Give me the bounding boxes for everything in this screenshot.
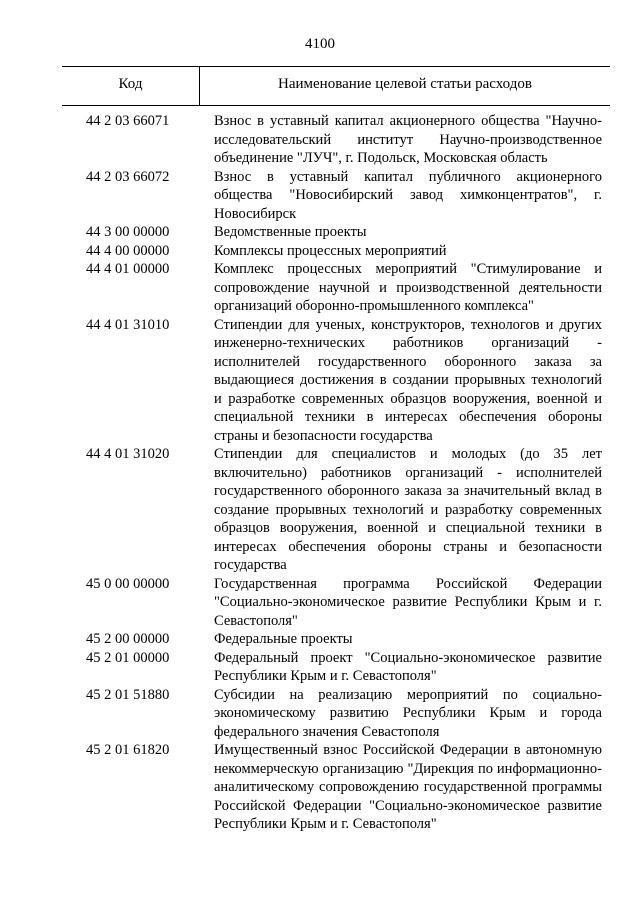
- table-row: [0, 242, 640, 261]
- row-code: 44 4 00 00000: [86, 242, 170, 259]
- table-row: [0, 686, 640, 742]
- row-name: Взнос в уставный капитал акционерного общества "Научно-исследовательский институт Научно-производственное объединение "ЛУЧ", г. Подольск, Московская область: [214, 113, 602, 166]
- row-name: Государственная программа Российской Федерации "Социально-экономическое развитие Республики Крым и г. Севастополя": [214, 575, 602, 629]
- row-name: Взнос в уставный капитал публичного акционерного общества "Новосибирский завод химконцентратов", г. Новосибирск: [214, 168, 602, 222]
- table-header: [62, 66, 610, 106]
- table-row: [0, 260, 640, 316]
- row-code: 45 2 01 51880: [86, 686, 170, 703]
- row-code: 45 0 00 00000: [86, 575, 170, 592]
- row-code: 45 2 01 00000: [86, 649, 170, 666]
- row-name: Стипендии для ученых, конструкторов, технологов и других инженерно-технических работников организаций - исполнителей государственного оборонного заказа за выдающиеся достижения в создании прорывных технологий и разработке современных образцов вооружения, военной и специальной техники в интересах обеспечения обороны страны и безопасности государства: [214, 316, 602, 444]
- row-code: 45 2 00 00000: [86, 631, 170, 647]
- table-row: [0, 316, 640, 446]
- row-code: 45 2 01 61820: [86, 742, 170, 758]
- table-row: [0, 741, 640, 834]
- row-code: 44 2 03 66071: [86, 113, 170, 129]
- table-row: [0, 575, 640, 631]
- row-name: Стипендии для специалистов и молодых (до 35 лет включительно) работников организаций - исполнителей государственного оборонного заказа за значительный вклад в создание прорывных технологий и разработку современных образцов вооружения, военной и специальной техники в интересах обеспечения обороны страны и безопасности государства: [214, 446, 602, 573]
- table-row: [0, 223, 640, 242]
- header-name: Наименование целевой статьи расходов: [278, 76, 532, 92]
- row-code: 44 4 01 31010: [86, 316, 170, 333]
- row-name: Ведомственные проекты: [214, 224, 367, 240]
- row-code: 44 4 01 31020: [86, 446, 170, 462]
- header-code: Код: [118, 76, 143, 92]
- row-code: 44 2 03 66072: [86, 168, 170, 185]
- row-name: Субсидии на реализацию мероприятий по социально-экономическому развитию Республики Крым и города федерального значения Севастополя: [214, 686, 602, 740]
- row-name: Федеральный проект "Социально-экономическое развитие Республики Крым и г. Севастополя": [214, 649, 602, 684]
- row-code: 44 4 01 00000: [86, 261, 170, 277]
- table-row: [0, 445, 640, 575]
- page-number: 4100: [305, 36, 335, 52]
- row-name: Имущественный взнос Российской Федерации в автономную некоммерческую организацию "Дирекция по информационно-аналитическому сопровождению государственной программы Российской Федерации "Социально-экономическое развитие Республики Крым и г. Севастополя": [214, 742, 602, 832]
- row-name: Комплексы процессных мероприятий: [214, 242, 447, 259]
- table-row: [0, 168, 640, 224]
- row-code: 44 3 00 00000: [86, 224, 170, 240]
- table-row: [0, 112, 640, 168]
- row-name: Федеральные проекты: [214, 631, 353, 647]
- table-row: [0, 630, 640, 649]
- table-row: [0, 649, 640, 686]
- budget-rows: [0, 112, 640, 834]
- row-name: Комплекс процессных мероприятий "Стимулирование и сопровождение научной и производственной деятельности организаций оборонно-промышленного комплекса": [214, 261, 602, 314]
